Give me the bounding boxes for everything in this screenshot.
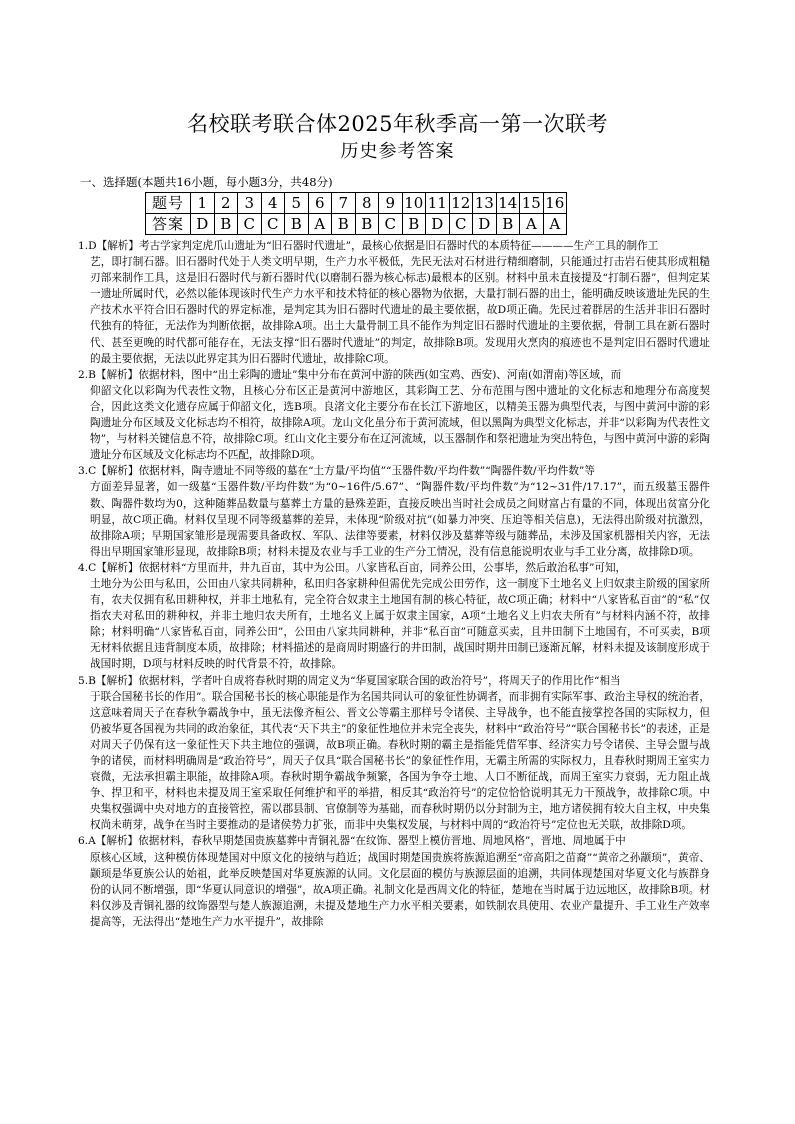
- question-number-cell: 12: [449, 193, 473, 214]
- explanations: [78, 238, 710, 930]
- question-number-cell: 9: [379, 193, 403, 214]
- answer-table: [145, 192, 567, 235]
- answer-cell: A: [543, 214, 567, 235]
- explanation-text: 土地分为公田与私田，公田由八家共同耕种，私田归各家耕种但需优先完成公田劳作，这一制度下土地名义上归奴隶主阶级的国家所有，农夫仅拥有私田耕种权，并非土地私有，完全符合奴隶主土地国有制的核心特征，故C项正确；材料中“八家皆私百亩”的“私”仅指农夫对私田的耕种权，并非土地归农夫所有，土地名义上属于奴隶主国家，A项“土地名义上归农夫所有”与材料内涵不符，故排除；材料明确“八家皆私百亩，同养公田”，公田由八家共同耕种，并非“私百亩”可随意买卖，且井田制下土地国有，不可买卖，B项无材料依据且违背制度本质，故排除；材料描述的是商周时期盛行的井田制，战国时期井田制已逐渐瓦解，材料未提及该制度形成于战国时期，D项与材料反映的时代背景不符，故排除。: [90, 577, 710, 671]
- page-subtitle: 历史参考答案: [340, 141, 455, 162]
- explanation-text: 于联合国秘书长的作用”。联合国秘书长的核心职能是作为名国共同认可的象征性协调者，而非拥有实际军事、政治主导权的统治者，这意味着周天子在春秋争霸战争中，虽无法像齐桓公、晋文公等霸主那样号令诸侯、主导战争，也不能直接掌控各国的实际权力，但仍被华夏各国视为共同的政治象征，其代表“天下共主”的象征性地位并未完全丧失，材料中“政治符号”“联合国秘书长”的表述，正是对周天子仍保有这一象征性天下共主地位的强调，故B项正确。春秋时期的霸主是指能凭借军事、经济实力号令诸侯、主导会盟与战争的诸侯，而材料明确周是“政治符号”，周天子仅具“联合国秘书长”的象征性作用，无霸主所需的实际权力，且春秋时期周王室实力衰微，无法承担霸主职能，故排除A项。春秋时期争霸战争频繁，各国为争夺土地、人口不断征战，而周王室实力衰弱，无力阻止战争、捍卫和平，材料也未提及周王室采取任何维护和平的举措，相反其“政治符号”的定位恰恰说明其无力干预战争，故排除C项。中央集权强调中央对地方的直接管控，需以郡县制、官僚制等为基础，而春秋时期仍以分封制为主，地方诸侯拥有较大自主权，中央集权尚未萌芽，战争在当时主要推动的是诸侯势力扩张，而非中央集权发展，与材料中周的“政治符号”定位也无关联，故排除D项。: [90, 690, 710, 832]
- question-number-cell: 5: [285, 193, 309, 214]
- explanation-item: [78, 463, 710, 560]
- question-number-cell: 2: [214, 193, 238, 214]
- explanation-text: 原核心区域，这种模仿体现楚国对中原文化的接纳与趋近；战国时期楚国贵族将族源追溯至“帝高阳之苗裔”“黄帝之孙颛顼”，黄帝、颛顼是华夏族公认的始祖，此举反映楚国对华夏族源的认同。文化层面的模仿与族源层面的追溯，共同体现楚国对华夏文化与族群身份的认同不断增强，即“华夏认同意识的增强”，故A项正确。礼制文化是西周文化的特征，楚地在当时属于边远地区，故排除B项。材料仅涉及青铜礼器的纹饰器型与楚人族源追溯，未提及楚地生产力水平相关要素，如铁制农具使用、农业产量提升、手工业生产效率提高等，无法得出“楚地生产力水平提升”，故排除: [90, 851, 710, 928]
- question-number-cell: 4: [261, 193, 285, 214]
- question-number: 3.: [78, 465, 89, 478]
- answer-row: [146, 214, 567, 235]
- answer-cell: C: [449, 214, 473, 235]
- question-number-cell: 15: [520, 193, 544, 214]
- explanation-item: [78, 833, 710, 930]
- answer-cell: B: [496, 214, 520, 235]
- answer-cell: D: [426, 214, 450, 235]
- question-number-cell: 16: [543, 193, 567, 214]
- explanation-text: 方面差异显著，如一级墓“玉器件数/平均件数”为“0~16件/5.67”、“陶器件数/平均件数”为“12~31件/17.17”，而五级墓玉器件数、陶器件数均为0，这种随葬品数量与墓葬土方量的悬殊差距，直接反映出当时社会成员之间财富占有量的不同，体现出贫富分化明显，故C项正确。材料仅呈现不同等级墓葬的差异，未体现“阶级对抗”(如暴力冲突、压迫等相关信息)，无法得出阶级对抗激烈，故排除A项；早期国家雏形是现需要具备政权、军队、法律等要素，材料仅涉及墓葬等级与随葬品，未涉及国家机器相关内容，无法得出早期国家雏形显现，故排除B项；材料未提及农业与手工业的生产分工情况，没有信息能说明农业与手工业分离，故排除D项。: [90, 481, 710, 558]
- answer-cell: A: [308, 214, 332, 235]
- question-number: 5.: [78, 674, 89, 687]
- question-number: 4.: [78, 561, 89, 574]
- answer-cell: C: [379, 214, 403, 235]
- question-number-header: 题号: [146, 193, 191, 214]
- explanation-first-line: A【解析】依据材料，春秋早期楚国贵族墓葬中青铜礼器“在纹饰、器型上模仿晋地、周地风格”，晋地、周地属于中: [88, 835, 626, 848]
- explanation-first-line: B【解析】依据材料，学者叶自成将春秋时期的周定义为“华夏国家联合国的政治符号”，将周天子的作用比作“相当: [88, 674, 621, 687]
- question-number-cell: 14: [496, 193, 520, 214]
- question-number-cell: 11: [426, 193, 450, 214]
- explanation-item: [78, 673, 710, 834]
- explanation-text: 艺，即打制石器。旧石器时代处于人类文明早期，生产力水平极低，先民无法对石材进行精细磨制，只能通过打击岩石使其形成粗糙刃部来制作工具，这是旧石器时代与新石器时代(以磨制石器为核心标志)最根本的区别。材料中虽未直接提及“打制石器”，但判定某一遗址所属时代，必然以能体现该时代生产力水平和技术特征的核心器物为依据，大量打制石器的出土，能明确反映该遗址先民的生产技术水平符合旧石器时代的界定标准，是判定其为旧石器时代遗址的最主要依据，故D项正确。先民过着群居的生活并非旧石器时代独有的特征，无法作为判断依据，故排除A项。出土大量骨制工具不能作为判定旧石器时代遗址的主要依据，骨制工具在新石器时代、甚至更晚的时代都可能存在，无法支撑“旧石器时代遗址”的判定，故排除B项。发现用火烹肉的痕迹也不是判定旧石器时代遗址的最主要依据，无法以此界定其为旧石器时代遗址，故排除C项。: [90, 256, 710, 365]
- explanation-item: [78, 560, 710, 673]
- explanation-first-line: C【解析】依据材料，陶寺遗址不同等级的墓在“土方量/平均值”“玉器件数/平均件数”“陶器件数/平均件数”等: [88, 465, 595, 478]
- answer-cell: B: [355, 214, 379, 235]
- explanation-item: [78, 367, 710, 464]
- answer-cell: B: [214, 214, 238, 235]
- answer-cell: D: [191, 214, 215, 235]
- question-number-cell: 6: [308, 193, 332, 214]
- answer-cell: C: [238, 214, 262, 235]
- answer-cell: C: [261, 214, 285, 235]
- answer-cell: B: [285, 214, 309, 235]
- answer-cell: B: [402, 214, 426, 235]
- question-number: 1.: [78, 240, 89, 252]
- explanation-first-line: B【解析】依据材料，图中“出土彩陶的遗址”集中分布在黄河中游的陕西(如宝鸡、西安)、河南(如渭南)等区域，而: [88, 368, 622, 381]
- question-number-cell: 7: [332, 193, 356, 214]
- explanation-first-line: D【解析】考古学家判定虎爪山遗址为“旧石器时代遗址”，最核心依据是旧石器时代的本质特征————生产工具的制作工: [88, 240, 659, 252]
- question-number-row: [146, 193, 567, 214]
- answer-cell: B: [332, 214, 356, 235]
- question-number-cell: 8: [355, 193, 379, 214]
- question-number-cell: 1: [191, 193, 215, 214]
- answer-cell: A: [520, 214, 544, 235]
- question-number-cell: 13: [473, 193, 497, 214]
- question-number: 6.: [78, 835, 89, 848]
- page-title: 名校联考联合体2025年秋季高一第一次联考: [187, 112, 608, 136]
- section-heading: 一、选择题(本题共16小题，每小题3分，共48分): [80, 175, 333, 189]
- explanation-text: 仰韶文化以彩陶为代表性文物，且核心分布区正是黄河中游地区，其彩陶工艺、分布范围与图中遗址的文化标志和地理分布高度契合，因此这类文化遗存应属于仰韶文化，选B项。良渚文化主要分布在长江下游地区，以精美玉器为典型代表，与图中黄河中游的彩陶遗址分布区域及文化标志均不相符，故排除A项。龙山文化虽分布于黄河流域，但以黑陶为典型文化标志，并非“以彩陶为代表性文物”，与材料关键信息不符，故排除C项。红山文化主要分布在辽河流域，以玉器制作和祭祀遗址为突出特色，与图中黄河中游的彩陶遗址分布区域及文化标志均不匹配，故排除D项。: [90, 384, 710, 462]
- question-number-cell: 3: [238, 193, 262, 214]
- question-number-cell: 10: [402, 193, 426, 214]
- question-number: 2.: [78, 368, 89, 381]
- answer-header: 答案: [146, 214, 191, 235]
- answer-cell: D: [473, 214, 497, 235]
- explanation-item: [78, 238, 710, 367]
- explanation-first-line: C【解析】依据材料“方里而井，井九百亩，其中为公田。八家皆私百亩，同养公田，公事毕，然后敢治私事”可知，: [88, 561, 627, 574]
